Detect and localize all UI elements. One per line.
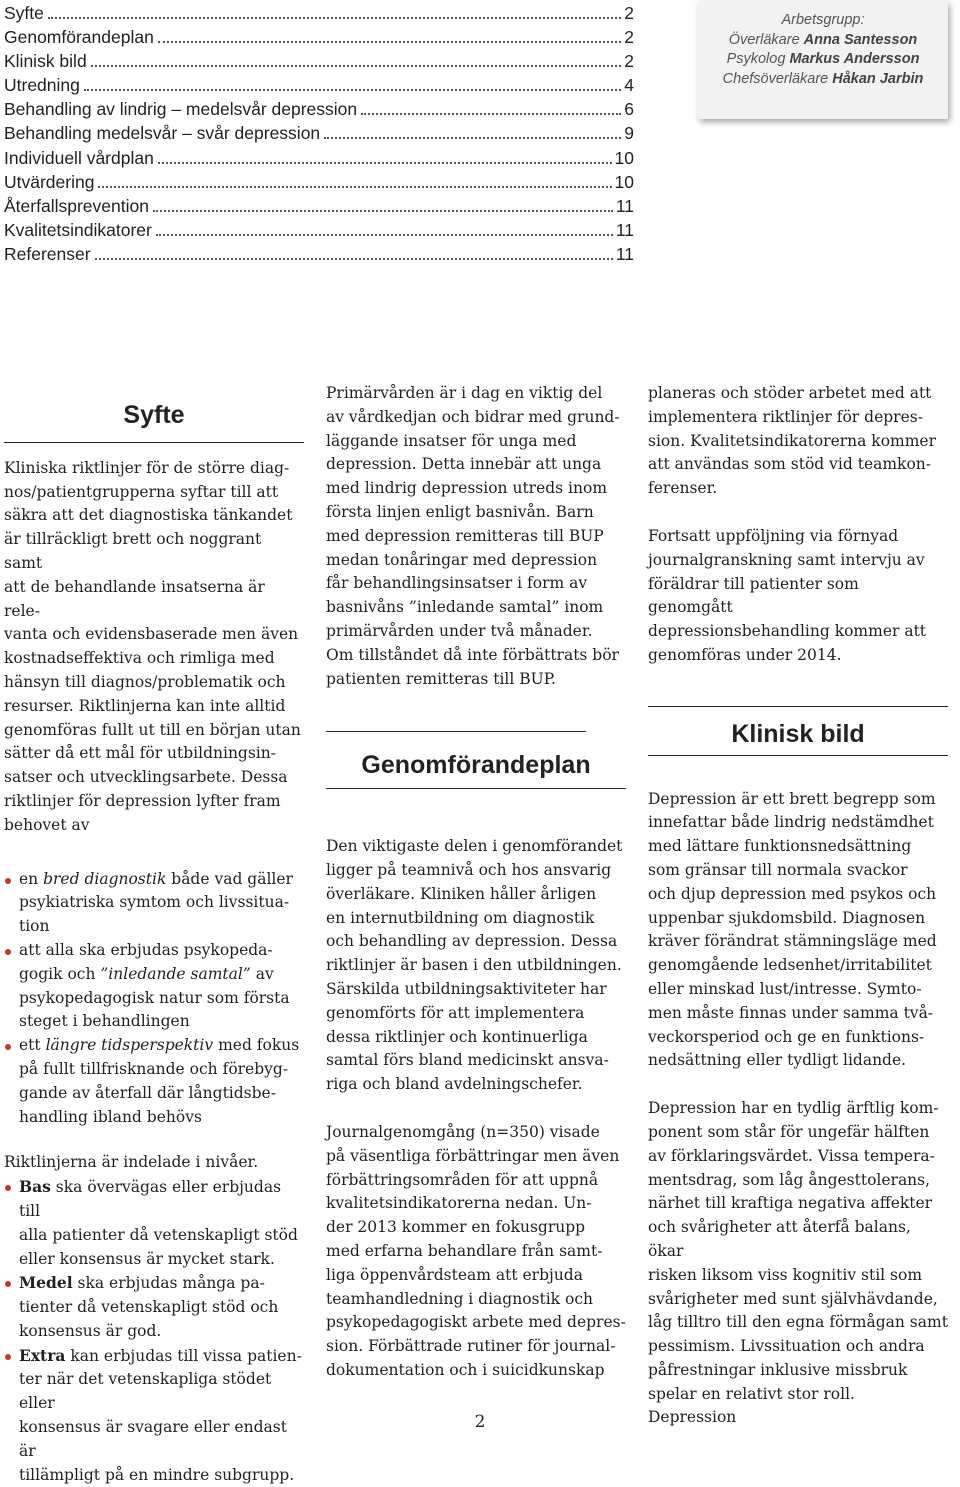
column-1 — [4, 382, 304, 1487]
text-line: kostnadseffektiva och rimliga med — [4, 649, 275, 668]
text-line: överläkare. Kliniken håller årligen — [326, 884, 597, 903]
toc-entry[interactable] — [4, 146, 634, 170]
toc-entry-title: Utredning — [4, 75, 80, 96]
primarvard-paragraph — [326, 382, 626, 691]
toc-entry[interactable] — [4, 242, 634, 266]
text-line: Journalgenomgång (n=350) visade — [326, 1122, 600, 1141]
toc-entry[interactable] — [4, 194, 634, 218]
toc-entry-page: 9 — [624, 123, 634, 144]
text-line: på väsentliga förbättringar men även — [326, 1146, 620, 1165]
text-line: Den viktigaste delen i genomförandet — [326, 837, 623, 856]
toc-entry[interactable] — [4, 73, 634, 97]
text-line: Om tillståndet då inte förbättrats bör — [326, 645, 619, 664]
toc-entry[interactable] — [4, 25, 634, 49]
uppfoljning-paragraph — [648, 525, 948, 668]
text-line: psykopedagogiskt arbete med depres- — [326, 1313, 626, 1332]
text-line: och behandling av depression. Dessa — [326, 932, 618, 951]
toc-entry-title: Referenser — [4, 243, 91, 264]
arftlighet-paragraph — [648, 1097, 948, 1430]
text-line: närhet till kraftiga negativa affekter — [648, 1194, 933, 1213]
text-line: planeras och stöder arbetet med att — [648, 384, 932, 402]
text-line: genomgående ledsenhet/irritabilitet — [648, 956, 932, 975]
text-line: riktlinjer är basen i den utbildningen. — [326, 956, 622, 975]
list-item: att alla ska erbjudas psykopeda- gogik och ”inledande samtal” av psykopedagogisk natur som första steget i behandlingen — [4, 939, 304, 1034]
text-line: primärvården under två månader. — [326, 621, 593, 640]
toc-entry[interactable] — [4, 170, 634, 194]
text-line: nos/patientgrupperna syftar till att — [4, 482, 279, 501]
text-line: ligger på teamnivå och hos ansvarig — [326, 860, 612, 879]
list-item: Bas ska övervägas eller erbjudas till alla patienter då vetenskapligt stöd eller konsensus är mycket stark. — [4, 1175, 304, 1271]
text-line: spelar en relativt stor roll. Depression — [648, 1384, 855, 1427]
text-line: liga öppenvårdsteam att erbjuda — [326, 1265, 583, 1284]
column-2 — [326, 382, 626, 1383]
text-line: genomföras fullt ut till en början utan — [4, 720, 301, 739]
text-line: Primärvården är i dag en viktig del — [326, 384, 603, 402]
toc-entry-title: Genomförandeplan — [4, 27, 154, 48]
text-line: påfrestningar inklusive missbruk — [648, 1360, 908, 1379]
journalgenomgang-paragraph — [326, 1121, 626, 1383]
toc-entry-page: 2 — [624, 51, 634, 72]
toc-leader — [158, 29, 621, 43]
toc-entry-page: 10 — [614, 171, 634, 192]
toc-entry-page: 4 — [624, 75, 634, 96]
text-line: med erfarna behandlare från samt- — [326, 1241, 603, 1260]
toc-leader — [95, 246, 613, 260]
text-line: föräldrar till patienter som genomgått — [648, 574, 859, 617]
text-line: genomföras under 2014. — [648, 645, 842, 664]
list-item: en bred diagnostik både vad gäller psykiatriska symtom och livssitua- tion — [4, 868, 304, 939]
text-line: hänsyn till diagnos/problematik och — [4, 672, 286, 691]
text-line: svårigheter med sunt självhävdande, — [648, 1289, 938, 1308]
toc-entry-title: Utvärdering — [4, 171, 95, 192]
toc-entry-page: 10 — [614, 147, 634, 168]
levels-list — [4, 1175, 304, 1487]
column-3 — [648, 382, 948, 1430]
toc-entry-title: Individuell vårdplan — [4, 147, 154, 168]
toc-entry[interactable] — [4, 97, 634, 121]
text-line: medan tonåringar med depression — [326, 550, 598, 569]
text-line: och svårigheter att återfå balans, ökar — [648, 1218, 911, 1260]
page-number: 2 — [474, 1412, 486, 1432]
text-line: sätter då ett mål för utbildningsin- — [4, 744, 276, 763]
toc-leader — [91, 53, 622, 67]
toc-entry-title: Behandling medelsvår – svår depression — [4, 123, 321, 144]
text-line: vanta och evidensbaserade men även — [4, 625, 299, 644]
text-line: med depression remitteras till BUP — [326, 526, 604, 545]
text-line: teamhandledning i diagnostik och — [326, 1289, 593, 1308]
genomforande-paragraph — [326, 835, 626, 1097]
text-line: Fortsatt uppföljning via förnyad — [648, 526, 899, 545]
kvalitet-paragraph — [648, 382, 948, 501]
section-heading-genomforandeplan: Genomförandeplan — [326, 732, 626, 789]
workgroup-member: Överläkare Anna Santesson — [728, 31, 918, 48]
workgroup-box — [698, 1, 948, 119]
text-line: säkra att det diagnostiska tänkandet — [4, 506, 293, 525]
text-line: låg tilltro till den egna förmågan samt — [648, 1313, 948, 1332]
toc-leader — [98, 174, 611, 188]
toc-entry-page: 2 — [624, 3, 634, 23]
text-line: första linjen enligt basnivån. Barn — [326, 502, 594, 521]
text-line: implementera riktlinjer för depres- — [648, 407, 923, 426]
text-line: uppenbar sjukdomsbild. Diagnosen — [648, 908, 926, 927]
text-line: depression. Detta innebär att unga — [326, 455, 602, 474]
workgroup-member: Chefsöverläkare Håkan Jarbin — [722, 70, 924, 87]
toc-entry-page: 11 — [615, 195, 634, 216]
toc-entry[interactable] — [4, 49, 634, 73]
text-line: av förklaringsvärdet. Vissa tempera- — [648, 1146, 935, 1165]
toc-leader — [324, 125, 621, 139]
text-line: läggande insatser för unga med — [326, 431, 577, 450]
text-line: depressionsbehandling kommer att — [648, 622, 927, 641]
text-line: Depression har en tydlig ärftlig kom- — [648, 1099, 939, 1118]
toc-entry-title: Klinisk bild — [4, 51, 87, 72]
toc-entry-title: Behandling av lindrig – medelsvår depression — [4, 99, 358, 120]
table-of-contents — [4, 1, 634, 266]
toc-entry-page: 6 — [624, 99, 634, 120]
workgroup-heading: Arbetsgrupp: — [781, 12, 865, 28]
text-line: resurser. Riktlinjerna kan inte alltid — [4, 696, 286, 715]
text-line: att de behandlande insatserna är rele- — [4, 577, 265, 620]
text-line: med lindrig depression utreds inom — [326, 479, 608, 498]
toc-leader — [158, 150, 612, 164]
text-line: pessimism. Livssituation och andra — [648, 1337, 925, 1356]
levels-intro: Riktlinjerna är indelade i nivåer. — [4, 1153, 259, 1172]
toc-entry-title: Återfallsprevention — [4, 195, 149, 216]
toc-entry[interactable] — [4, 1, 634, 25]
text-line: sion. Förbättrade rutiner för journal- — [326, 1337, 616, 1356]
text-line: innefattar både lindrig nedstämdhet — [648, 813, 934, 832]
text-line: samtal förs bland medicinskt ansva- — [326, 1051, 609, 1070]
text-line: är tillräckligt brett och noggrant samt — [4, 530, 262, 572]
toc-leader — [156, 222, 613, 236]
text-line: sion. Kvalitetsindikatorerna kommer — [648, 431, 937, 450]
toc-entry-title: Syfte — [4, 3, 44, 23]
text-line: mentsdrag, som låg ångesttolerans, — [648, 1170, 931, 1189]
text-line: dokumentation och i suicidkunskap — [326, 1360, 605, 1379]
text-line: dessa riktlinjer och kontinuerliga — [326, 1027, 588, 1046]
toc-leader — [84, 77, 621, 91]
text-line: med lättare funktionsnedsättning — [648, 837, 912, 856]
text-line: patienten remitteras till BUP. — [326, 669, 556, 688]
text-line: eller minskad lust/intresse. Symto- — [648, 979, 922, 998]
text-line: basnivåns ”inledande samtal” inom — [326, 598, 604, 617]
text-line: riga och bland avdelningschefer. — [326, 1075, 583, 1094]
list-item: ett längre tidsperspektiv med fokus på fullt tillfrisknande och förebyg- gande av återfall där långtidsbe- handling ibland behövs — [4, 1034, 304, 1129]
toc-entry-page: 2 — [624, 27, 634, 48]
text-line: nedsättning eller tydligt lidande. — [648, 1051, 907, 1070]
text-line: kräver förändrat stämningsläge med — [648, 932, 937, 951]
text-line: som gränsar till normala svackor — [648, 860, 908, 879]
text-line: kvalitetsindikatorerna nedan. Un- — [326, 1194, 592, 1213]
toc-entry-page: 11 — [615, 219, 634, 240]
text-line: genomförts för att implementera — [326, 1003, 585, 1022]
text-line: att användas som stöd vid teamkon- — [648, 455, 931, 474]
text-line: Depression är ett brett begrepp som — [648, 789, 936, 808]
text-line: men måste finnas under samma två- — [648, 1003, 934, 1022]
syfte-paragraph — [4, 457, 304, 838]
text-line: veckorsperiod och ge en funktions- — [648, 1027, 925, 1046]
text-line: ponent som står för ungefär hälften — [648, 1122, 930, 1141]
text-line: Kliniska riktlinjer för de större diag- — [4, 458, 290, 477]
toc-entry[interactable] — [4, 218, 634, 242]
text-line: av vårdkedjan och bidrar med grund- — [326, 407, 620, 426]
text-line: förbättringsområden för att uppnå — [326, 1170, 599, 1189]
list-item: Medel ska erbjudas många pa- tienter då vetenskapligt stöd och konsensus är god. — [4, 1271, 304, 1343]
toc-leader — [48, 5, 621, 19]
text-line: der 2013 kommer en fokusgrupp — [326, 1218, 586, 1237]
toc-leader — [153, 198, 613, 212]
text-line: riktlinjer för depression lyfter fram — [4, 791, 281, 810]
text-line: får behandlingsinsatser i form av — [326, 574, 588, 593]
toc-entry-page: 11 — [615, 243, 634, 264]
text-line: ferenser. — [648, 479, 718, 498]
toc-entry[interactable] — [4, 121, 634, 145]
workgroup-member: Psykolog Markus Andersson — [726, 51, 920, 67]
text-line: journalgranskning samt intervju av — [648, 550, 925, 569]
section-heading-klinisk-bild: Klinisk bild — [648, 707, 948, 756]
list-item: Extra kan erbjudas till vissa patien- ter när det vetenskapliga stödet eller konsensus är svagare eller endast är tillämpligt på en mindre subgrupp. — [4, 1344, 304, 1487]
text-line: risken liksom viss kognitiv stil som — [648, 1265, 923, 1284]
text-line: behovet av — [4, 815, 90, 834]
text-line: Särskilda utbildningsaktiviteter har — [326, 979, 607, 998]
needs-list — [4, 868, 304, 1130]
toc-entry-title: Kvalitetsindikatorer — [4, 219, 152, 240]
text-line: och djup depression med psykos och — [648, 884, 937, 903]
klinisk-bild-paragraph — [648, 788, 948, 1074]
text-line: en internutbildning om diagnostik — [326, 908, 595, 927]
text-line: satser och utvecklingsarbete. Dessa — [4, 768, 288, 787]
section-heading-syfte: Syfte — [4, 382, 304, 443]
toc-leader — [361, 101, 621, 115]
